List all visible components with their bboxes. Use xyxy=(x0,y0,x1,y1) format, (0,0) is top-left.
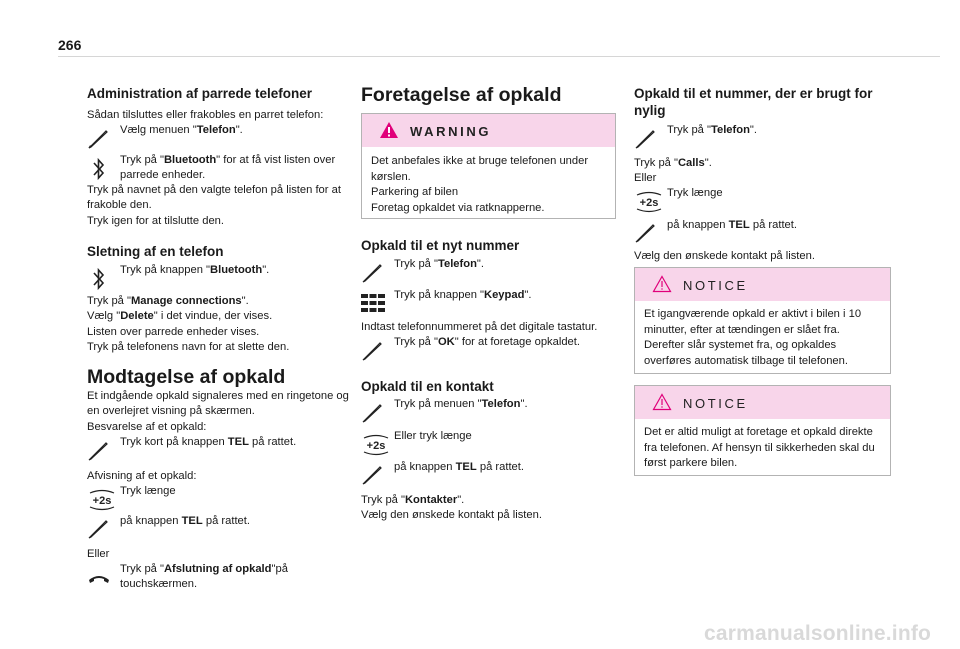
warning-box xyxy=(361,113,616,219)
section-title-receive: Modtagelse af opkald xyxy=(87,366,286,388)
receive-paragraph-2: Besvarelse af et opkald: xyxy=(87,421,207,433)
svg-text:+2s: +2s xyxy=(639,197,659,209)
section-title-contact: Opkald til en kontakt xyxy=(361,379,494,394)
contact-paragraph-2: Vælg den ønskede kontakt på listen. xyxy=(361,509,542,521)
admin-paragraph-1: Tryk på navnet på den valgte telefon på listen for at frakoble den. xyxy=(87,184,341,212)
tel-button-icon xyxy=(361,434,391,456)
receive-paragraph-4: Eller xyxy=(87,548,110,560)
pen-icon xyxy=(634,128,660,150)
section-title-recent: Opkald til et nummer, der er brugt for nylig xyxy=(634,86,873,118)
tel-button-icon xyxy=(87,489,117,511)
delete-paragraph-4: Tryk på telefonens navn for at slette den. xyxy=(87,341,290,353)
new-paragraph-1: Indtast telefonnummeret på det digitale tastatur. xyxy=(361,321,598,333)
notice-label-2: NOTICE xyxy=(683,396,748,411)
admin-paragraph-2: Tryk igen for at tilslutte den. xyxy=(87,215,225,227)
keypad-icon xyxy=(361,294,387,316)
pen-icon xyxy=(87,440,113,462)
pen-icon xyxy=(361,464,387,486)
receive-paragraph-3: Afvisning af et opkald: xyxy=(87,470,197,482)
bluetooth-icon xyxy=(92,266,118,288)
section-title-admin: Administration af parrede telefoner xyxy=(87,86,313,101)
svg-text:+2s: +2s xyxy=(92,495,112,507)
contact-paragraph-1: Tryk på "Kontakter". xyxy=(361,494,465,506)
notice-warning-icon xyxy=(652,393,672,411)
notice-body-2: Det er altid muligt at foretage et opkald direkte fra telefonen. Af hensyn til sikkerheden skal du først parkere bilen. xyxy=(644,426,875,469)
pen-icon xyxy=(87,128,113,150)
recent-paragraph-3: Vælg den ønskede kontakt på listen. xyxy=(634,250,815,262)
header-divider xyxy=(58,56,940,57)
pen-icon xyxy=(361,340,387,362)
pen-icon xyxy=(634,222,660,244)
warning-label: WARNING xyxy=(410,124,492,139)
notice-box-1 xyxy=(634,267,891,374)
svg-text:+2s: +2s xyxy=(366,440,386,452)
bluetooth-icon xyxy=(92,156,118,178)
warning-header xyxy=(362,114,615,147)
notice-warning-icon xyxy=(652,275,672,293)
delete-paragraph-3: Listen over parrede enheder vises. xyxy=(87,326,260,338)
recent-paragraph-1: Tryk på "Calls". xyxy=(634,157,712,169)
warning-body: Det anbefales ikke at bruge telefonen under kørslen. Parkering af bilen Foretag opkaldet via ratknapperne. xyxy=(371,155,589,214)
delete-paragraph-2: Vælg "Delete" i det vindue, der vises. xyxy=(87,310,273,322)
notice-body-1: Et igangværende opkald er aktivt i bilen i 10 minutter, efter at tændingen er slået fra. Derefter slår systemet fra, og opkaldes overføres automatisk tilbage til telefonen. xyxy=(644,308,862,367)
recent-paragraph-2: Eller xyxy=(634,172,657,184)
section-title-new-number: Opkald til et nyt nummer xyxy=(361,238,520,253)
page-number: 266 xyxy=(58,37,82,53)
receive-paragraph-1: Et indgående opkald signaleres med en ringetone og en overlejret visning på skærmen. xyxy=(87,390,349,418)
notice-label-1: NOTICE xyxy=(683,278,748,293)
notice-header-2 xyxy=(635,386,890,419)
section-title-make-call: Foretagelse af opkald xyxy=(361,84,562,106)
hang-up-icon xyxy=(87,572,113,594)
admin-intro: Sådan tilsluttes eller frakobles en parret telefon: xyxy=(87,109,324,121)
section-title-delete: Sletning af en telefon xyxy=(87,244,224,259)
delete-paragraph-1: Tryk på "Manage connections". xyxy=(87,295,249,307)
pen-icon xyxy=(361,262,387,284)
notice-box-2 xyxy=(634,385,891,476)
notice-header-1 xyxy=(635,268,890,301)
warning-icon xyxy=(379,121,399,139)
pen-icon xyxy=(361,402,387,424)
tel-button-icon xyxy=(634,191,664,213)
watermark: carmanualsonline.info xyxy=(704,622,932,645)
pen-icon xyxy=(87,518,113,540)
